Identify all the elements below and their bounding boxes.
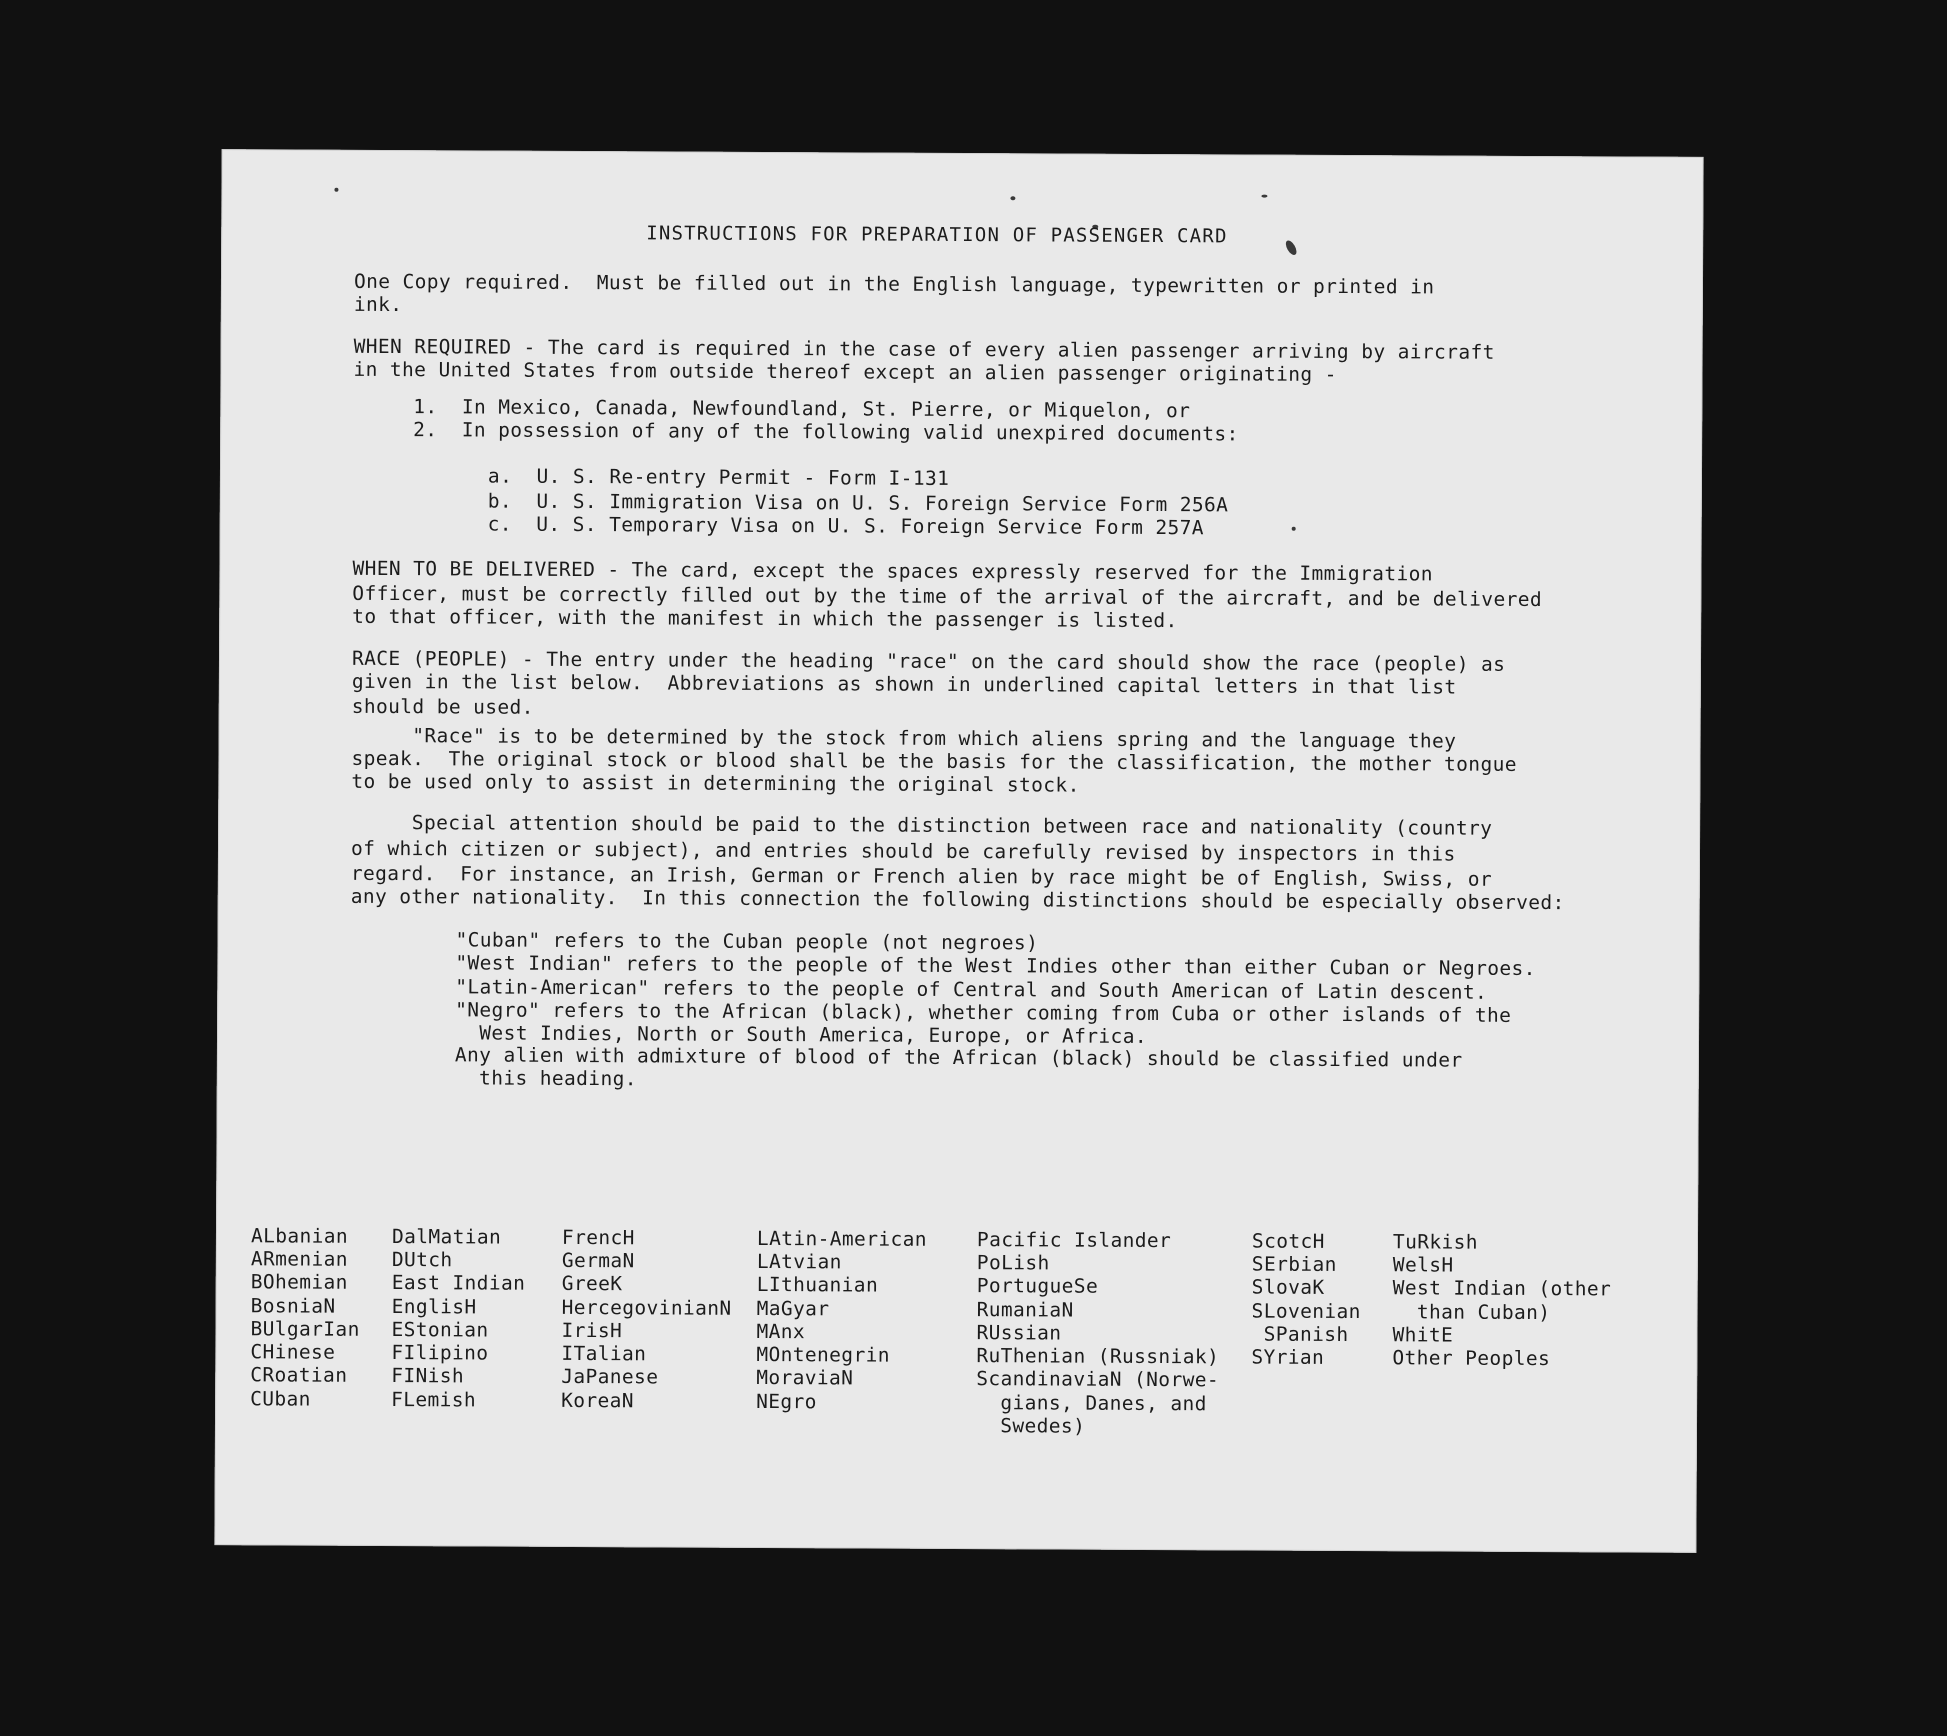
people-entry: FLemish: [391, 1388, 477, 1412]
people-entry: ScandinaviaN (Norwe-: [976, 1367, 1220, 1392]
people-entry: Swedes): [975, 1414, 1086, 1438]
people-entry: KoreaN: [561, 1388, 635, 1413]
people-entry: LIthuanian: [756, 1272, 879, 1297]
people-entry: FINish: [391, 1364, 465, 1388]
people-entry: West Indian (other: [1392, 1276, 1612, 1301]
people-entry: SErbian: [1251, 1252, 1337, 1276]
scan-speck: [334, 188, 338, 192]
people-entry: MoraviaN: [756, 1365, 854, 1390]
document-item-b: b. U. S. Immigration Visa on U. S. Foreign Service Form 256A: [487, 489, 1229, 517]
race-definition-line-3: to be used only to assist in determining the original stock.: [351, 769, 1080, 797]
scan-speck: [1284, 239, 1299, 257]
when-required-line-1: WHEN REQUIRED - The card is required in the case of every alien passenger arriving by aircraft: [353, 334, 1495, 364]
people-entry: gians, Danes, and: [976, 1391, 1207, 1416]
distinction-line-6: Any alien with admixture of blood of the African (black) should be classified under: [454, 1043, 1463, 1072]
race-line-3: should be used.: [351, 694, 534, 719]
people-entry: SPanish: [1251, 1322, 1349, 1347]
race-line-1: RACE (PEOPLE) - The entry under the heading "race" on the card should show the race (people) as: [351, 646, 1506, 676]
people-entry: FIlipino: [391, 1341, 489, 1365]
scan-speck: [1261, 195, 1267, 198]
people-entry: WhitE: [1392, 1323, 1454, 1347]
people-entry: LAtin-American: [756, 1226, 927, 1251]
people-entry: PortugueSe: [976, 1274, 1099, 1298]
race-definition-line-2: speak. The original stock or blood shall be the basis for the classification, the mother tongue: [351, 746, 1517, 776]
people-entry: RumaniaN: [976, 1298, 1074, 1322]
special-attention-line-2: of which citizen or subject), and entries should be carefully revised by inspectors in this: [350, 836, 1456, 866]
people-entry: CRoatian: [250, 1363, 348, 1387]
people-entry: CUban: [250, 1387, 311, 1411]
special-attention-line-4: any other nationality. In this connection the following distinctions should be especially observed:: [350, 884, 1565, 915]
special-attention-line-3: regard. For instance, an Irish, German or French alien by race might be of English, Swiss, or: [350, 861, 1493, 891]
people-entry: WelsH: [1392, 1253, 1454, 1277]
distinction-line-4: "Negro" refers to the African (black), whether coming from Cuba or other islands of the: [455, 998, 1512, 1027]
people-entry: NEgro: [756, 1389, 817, 1414]
people-entry: ARmenian: [250, 1247, 349, 1271]
people-entry: ScotcH: [1251, 1229, 1325, 1253]
distinction-line-3: "Latin-American" refers to the people of Central and South American of Latin descent.: [455, 975, 1488, 1004]
people-entry: Other Peoples: [1392, 1346, 1551, 1371]
people-entry: RuThenian (Russniak): [976, 1344, 1220, 1369]
people-entry: SlovaK: [1251, 1275, 1325, 1299]
people-entry: DalMatian: [391, 1225, 502, 1249]
race-line-2: given in the list below. Abbreviations as shown in underlined capital letters in that list: [351, 669, 1457, 699]
people-entry: Pacific Islander: [976, 1228, 1172, 1253]
distinction-line-1: "Cuban" refers to the Cuban people (not negroes): [455, 928, 1039, 955]
intro-line-1: One Copy required. Must be filled out in the English language, typewritten or printed in: [353, 269, 1435, 299]
document-item-a: a. U. S. Re-entry Permit - Form I-131: [487, 464, 950, 490]
numbered-item-2: 2. In possession of any of the following valid unexpired documents:: [413, 418, 1239, 446]
scan-speck: [1292, 527, 1296, 531]
people-entry: SYrian: [1251, 1345, 1325, 1369]
document-item-c: c. U. S. Temporary Visa on U. S. Foreign Service Form 257A: [487, 512, 1205, 540]
when-delivered-line-1: WHEN TO BE DELIVERED - The card, except the spaces expressly reserved for the Immigration: [352, 556, 1433, 586]
race-definition-line-1: "Race" is to be determined by the stock from which aliens spring and the language they: [351, 723, 1457, 753]
people-entry: BosniaN: [250, 1294, 336, 1318]
distinction-line-7: this heading.: [454, 1066, 637, 1091]
people-entry: EnglisH: [391, 1295, 477, 1319]
people-entry: MaGyar: [756, 1296, 830, 1321]
people-entry: FrencH: [561, 1225, 635, 1250]
people-entry: GermaN: [561, 1248, 635, 1273]
special-attention-line-1: Special attention should be paid to the distinction between race and nationality (country: [351, 810, 1493, 840]
intro-line-2: ink.: [353, 292, 403, 317]
people-entry: BOhemian: [250, 1270, 348, 1294]
scan-speck: [1010, 196, 1015, 200]
distinction-line-5: West Indies, North or South America, Europe, or Africa.: [454, 1021, 1148, 1048]
people-entry: CHinese: [250, 1340, 336, 1364]
page-title: INSTRUCTIONS FOR PREPARATION OF PASSENGER CARD: [646, 222, 1228, 248]
when-required-line-2: in the United States from outside thereof except an alien passenger originating -: [353, 357, 1337, 386]
people-entry: LAtvian: [756, 1249, 842, 1274]
people-entry: TuRkish: [1392, 1230, 1479, 1254]
people-entry: PoLish: [976, 1251, 1050, 1275]
people-entry: HercegovinianN: [561, 1295, 732, 1320]
people-entry: BUlgarIan: [250, 1317, 360, 1341]
people-entry: ALbanian: [250, 1224, 349, 1248]
people-entry: IrisH: [561, 1318, 623, 1343]
numbered-item-1: 1. In Mexico, Canada, Newfoundland, St. Pierre, or Miquelon, or: [413, 395, 1191, 423]
people-entry: MAnx: [756, 1319, 806, 1344]
distinction-line-2: "West Indian" refers to the people of the West Indies other than either Cuban or Negroes.: [455, 951, 1536, 981]
people-entry: DUtch: [391, 1248, 453, 1272]
people-entry: JaPanese: [561, 1364, 659, 1389]
people-entry: than Cuban): [1392, 1300, 1551, 1325]
people-entry: MOntenegrin: [756, 1342, 890, 1367]
when-delivered-line-3: to that officer, with the manifest in which the passenger is listed.: [352, 604, 1178, 633]
people-entry: ITalian: [561, 1341, 647, 1366]
people-entry: East Indian: [391, 1271, 526, 1295]
when-delivered-line-2: Officer, must be correctly filled out by the time of the arrival of the aircraft, and be delivered: [352, 581, 1543, 612]
people-entry: GreeK: [561, 1271, 623, 1296]
people-entry: SLovenian: [1251, 1299, 1361, 1324]
document-page: [214, 149, 1703, 1553]
people-entry: EStonian: [391, 1318, 489, 1342]
people-entry: RUssian: [976, 1321, 1062, 1345]
